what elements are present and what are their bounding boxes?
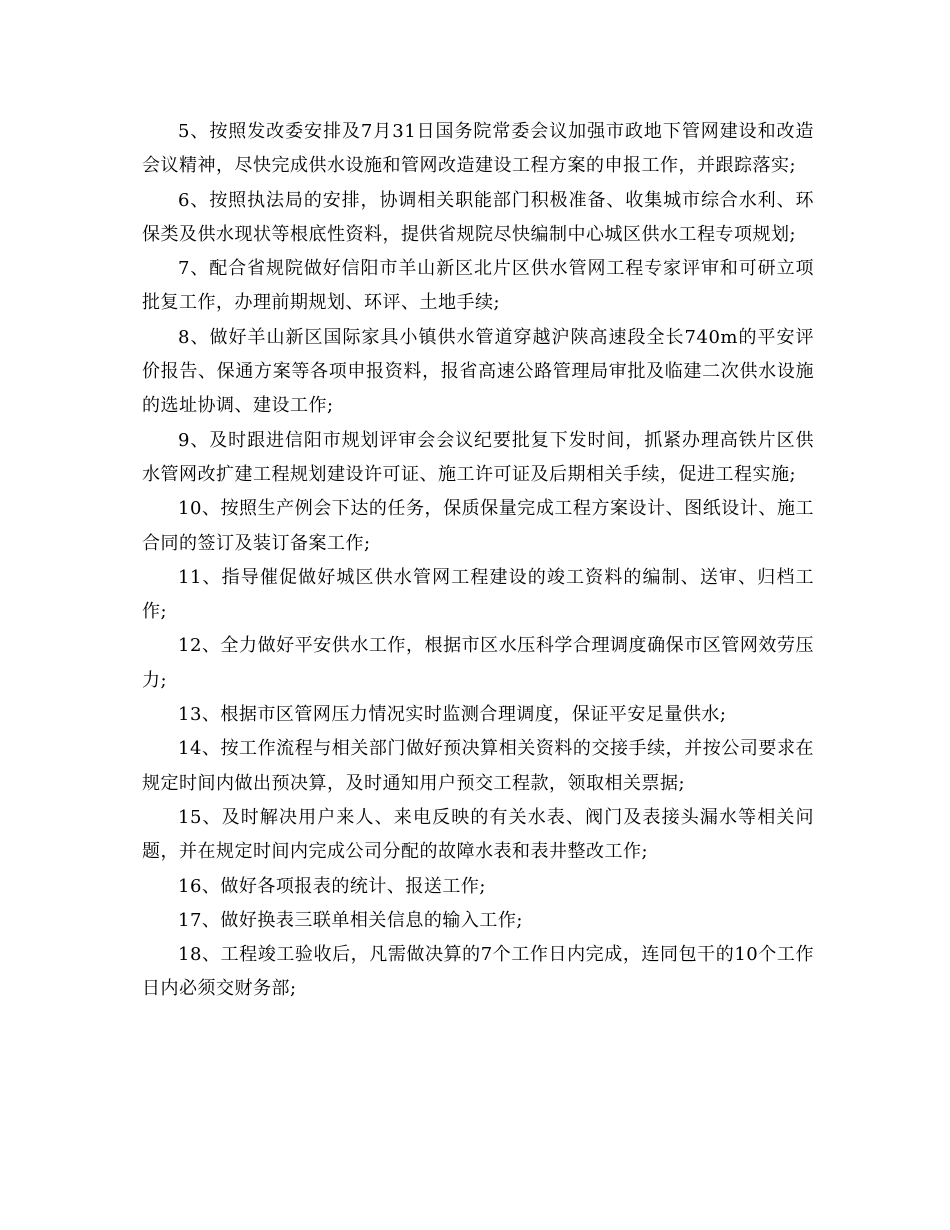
paragraph-item-5: 5、按照发改委安排及7月31日国务院常委会议加强市政地下管网建设和改造会议精神，尽快完成供水设施和管网改造建设工程方案的申报工作，并跟踪落实; xyxy=(142,121,814,177)
paragraph-item-17: 17、做好换表三联单相关信息的输入工作; xyxy=(178,909,523,931)
paragraph-item-7: 7、配合省规院做好信阳市羊山新区北片区供水管网工程专家评审和可研立项批复工作，办理前期规划、环评、土地手续; xyxy=(142,258,814,314)
paragraph-item-18: 18、工程竣工验收后，凡需做决算的7个工作日内完成，连同包干的10个工作日内必须交财务部; xyxy=(142,944,814,1000)
paragraph-item-9: 9、及时跟进信阳市规划评审会会议纪要批复下发时间，抓紧办理高铁片区供水管网改扩建工程规划建设许可证、施工许可证及后期相关手续，促进工程实施; xyxy=(142,429,814,485)
paragraph-item-14: 14、按工作流程与相关部门做好预决算相关资料的交接手续，并按公司要求在规定时间内做出预决算，及时通知用户预交工程款，领取相关票据; xyxy=(142,738,814,794)
paragraph-item-10: 10、按照生产例会下达的任务，保质保量完成工程方案设计、图纸设计、施工合同的签订及装订备案工作; xyxy=(142,498,814,554)
paragraph-item-8: 8、做好羊山新区国际家具小镇供水管道穿越沪陕高速段全长740m的平安评价报告、保通方案等各项申报资料，报省高速公路管理局审批及临建二次供水设施的选址协调、建设工作; xyxy=(142,326,814,417)
paragraph-item-11: 11、指导催促做好城区供水管网工程建设的竣工资料的编制、送审、归档工作; xyxy=(142,566,814,623)
paragraph-item-12: 12、全力做好平安供水工作，根据市区水压科学合理调度确保市区管网效劳压力; xyxy=(142,635,814,691)
paragraph-item-6: 6、按照执法局的安排，协调相关职能部门积极准备、收集城市综合水利、环保类及供水现状等根底性资料，提供省规院尽快编制中心城区供水工程专项规划; xyxy=(142,189,814,245)
document-body xyxy=(142,115,814,1007)
paragraph-item-16: 16、做好各项报表的统计、报送工作; xyxy=(178,875,486,897)
paragraph-item-13: 13、根据市区管网压力情况实时监测合理调度，保证平安足量供水; xyxy=(178,704,727,726)
paragraph-item-15: 15、及时解决用户来人、来电反映的有关水表、阀门及表接头漏水等相关问题，并在规定时间内完成公司分配的故障水表和表井整改工作; xyxy=(142,806,814,863)
